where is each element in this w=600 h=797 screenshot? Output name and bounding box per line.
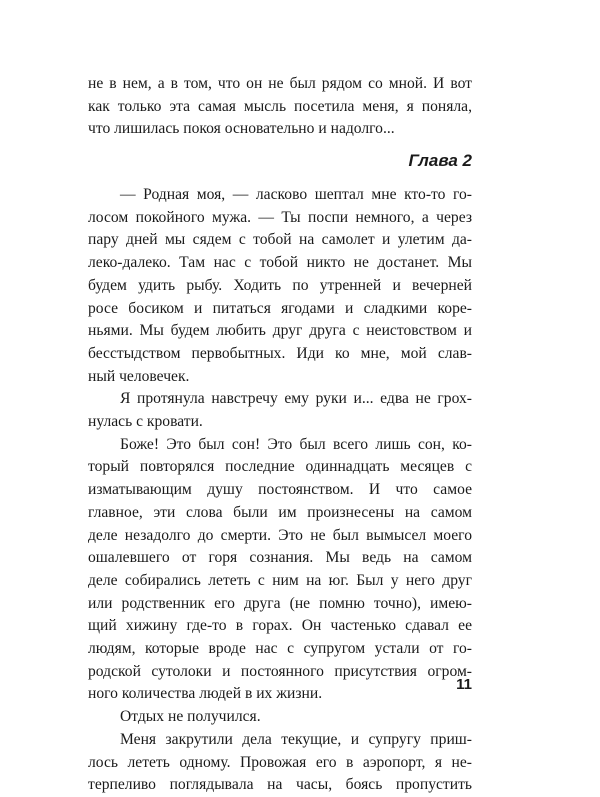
text-line: будем удить рыбу. Ходить по утренней и вечерней (88, 276, 472, 294)
text-line: торый повторялся последние одиннадцать месяцев с (88, 458, 472, 476)
text-line: Меня закрутили дела текущие, и супругу приш- (120, 730, 472, 748)
text-line: как только эта самая мысль посетила меня, я поняла, (88, 97, 472, 115)
text-line: нулась с кровати. (88, 413, 203, 431)
text-line: Боже! Это был сон! Это был всего лишь сон, ко- (120, 435, 472, 453)
chapter-body (88, 184, 472, 797)
text-line: ный человечек. (88, 367, 190, 385)
text-line: — Родная моя, — ласково шептал мне кто-то го- (120, 186, 472, 203)
text-line: росе босиком и питаться ягодами и сладкими коре- (88, 299, 472, 317)
text-line: деле незадолго до смерти. Это не был вымысел моего (88, 526, 472, 544)
text-line: что лишилась покоя основательно и надолго... (88, 120, 395, 138)
text-line: Отдых не получился. (120, 708, 261, 726)
text-line: ньями. Мы будем любить друг друга с неистовством и (88, 322, 472, 340)
text-line: бесстыдством первобытных. Иди ко мне, мой слав- (88, 344, 472, 362)
intro-paragraph (88, 73, 472, 141)
text-line: деле собирались лететь с ним на юг. Был у него друг (88, 571, 472, 589)
text-line: лось лететь одному. Провожая его в аэропорт, я не- (88, 753, 472, 771)
text-line: леко-далеко. Там нас с тобой никто не достанет. Мы (88, 254, 472, 272)
chapter-heading: Глава 2 (408, 151, 472, 170)
text-line: родской сутолоки и постоянного присутствия огром- (88, 662, 472, 680)
text-line: терпеливо поглядывала на часы, боясь пропустить (88, 776, 472, 794)
text-line: ошалевшего от горя сознания. Мы ведь на самом (88, 549, 472, 567)
page-number: 11 (456, 676, 472, 693)
text-line: не в нем, а в том, что он не был рядом со мной. И вот (88, 75, 472, 92)
text-line: главное, эти слова были им произнесены на самом (88, 503, 472, 521)
text-line: щий хижину где-то в горах. Он частенько сдавал ее (88, 617, 472, 635)
text-line: лосом покойного мужа. — Ты поспи немного, а через (88, 208, 472, 226)
text-line: людям, которые вроде нас с супругом устали от го- (88, 640, 472, 658)
text-line: Я протянула навстречу ему руки и... едва не грох- (120, 390, 472, 408)
text-line: пару дней мы сядем с тобой на самолет и улетим да- (88, 231, 472, 249)
text-line: ного количества людей в их жизни. (88, 685, 323, 703)
text-line: или родственник его друга (не помню точно), имею- (88, 594, 472, 612)
text-line: изматывающим душу постоянством. И что самое (88, 481, 472, 499)
